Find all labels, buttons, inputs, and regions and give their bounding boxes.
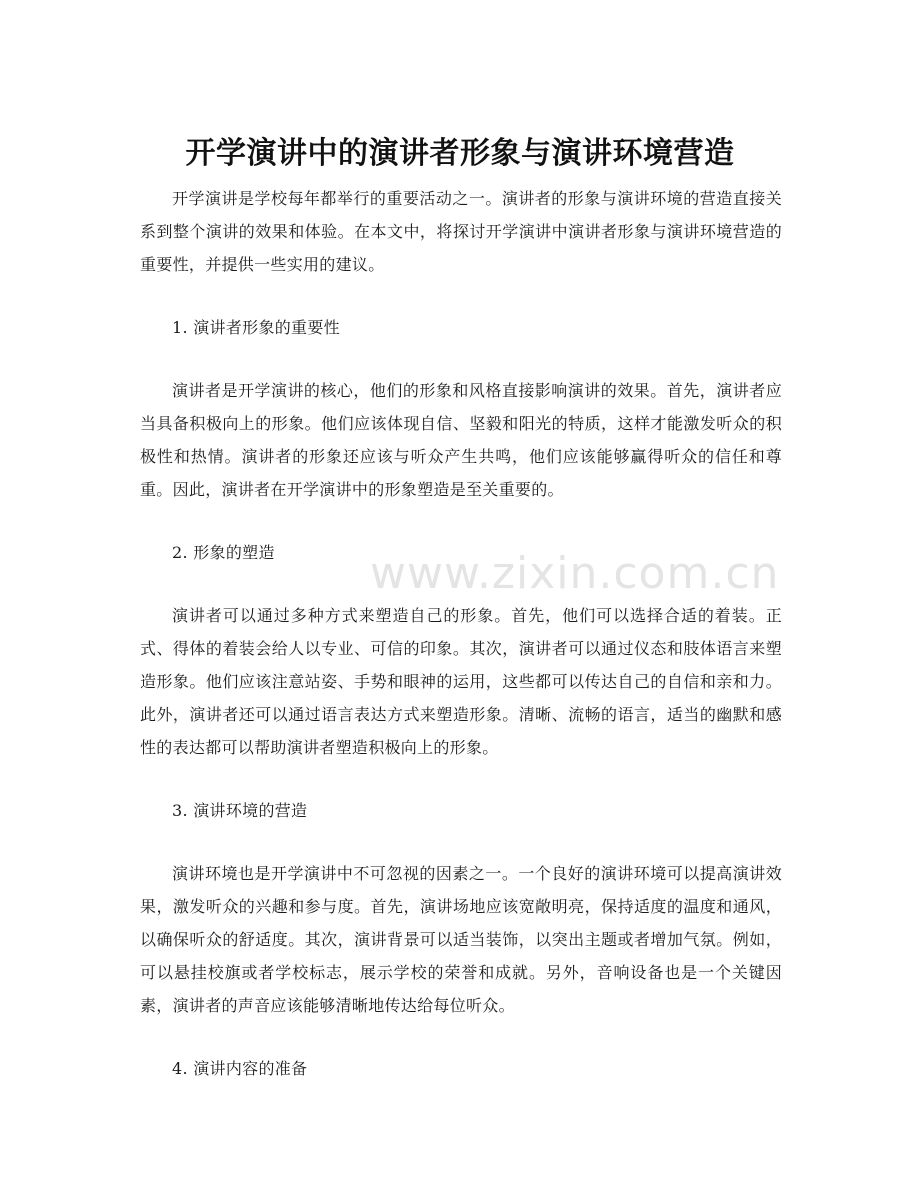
section-3-paragraph: 演讲环境也是开学演讲中不可忽视的因素之一。一个良好的演讲环境可以提高演讲效果，激发听众的兴趣和参与度。首先，演讲场地应该宽敞明亮，保持适度的温度和通风，以确保听众的舒适度。其次，演讲背景可以适当装饰，以突出主题或者增加气氛。例如，可以悬挂校旗或者学校标志，展示学校的荣誉和成就。另外，音响设备也是一个关键因素，演讲者的声音应该能够清晰地传达给每位听众。 xyxy=(140,864,782,1015)
watermark: www.zixin.com.cn xyxy=(370,548,780,599)
intro-paragraph: 开学演讲是学校每年都举行的重要活动之一。演讲者的形象与演讲环境的营造直接关系到整个演讲的效果和体验。在本文中，将探讨开学演讲中演讲者形象与演讲环境营造的重要性，并提供一些实用的建议。 xyxy=(140,189,782,274)
section-heading-1: 1. 演讲者形象的重要性 xyxy=(172,318,340,337)
document-title: 开学演讲中的演讲者形象与演讲环境营造 xyxy=(185,136,735,172)
section-2-paragraph: 演讲者可以通过多种方式来塑造自己的形象。首先，他们可以选择合适的着装。正式、得体的着装会给人以专业、可信的印象。其次，演讲者可以通过仪态和肢体语言来塑造形象。他们应该注意站姿、手势和眼神的运用，这些都可以传达自己的自信和亲和力。此外，演讲者还可以通过语言表达方式来塑造形象。清晰、流畅的语言，适当的幽默和感性的表达都可以帮助演讲者塑造积极向上的形象。 xyxy=(140,606,782,757)
section-heading-4: 4. 演讲内容的准备 xyxy=(172,1059,308,1078)
document-body xyxy=(140,182,782,1115)
section-heading-3: 3. 演讲环境的营造 xyxy=(172,801,308,820)
section-1-paragraph: 演讲者是开学演讲的核心，他们的形象和风格直接影响演讲的效果。首先，演讲者应当具备积极向上的形象。他们应该体现自信、坚毅和阳光的特质，这样才能激发听众的积极性和热情。演讲者的形象还应该与听众产生共鸣，他们应该能够赢得听众的信任和尊重。因此，演讲者在开学演讲中的形象塑造是至关重要的。 xyxy=(140,381,782,499)
section-heading-2: 2. 形象的塑造 xyxy=(172,543,275,562)
